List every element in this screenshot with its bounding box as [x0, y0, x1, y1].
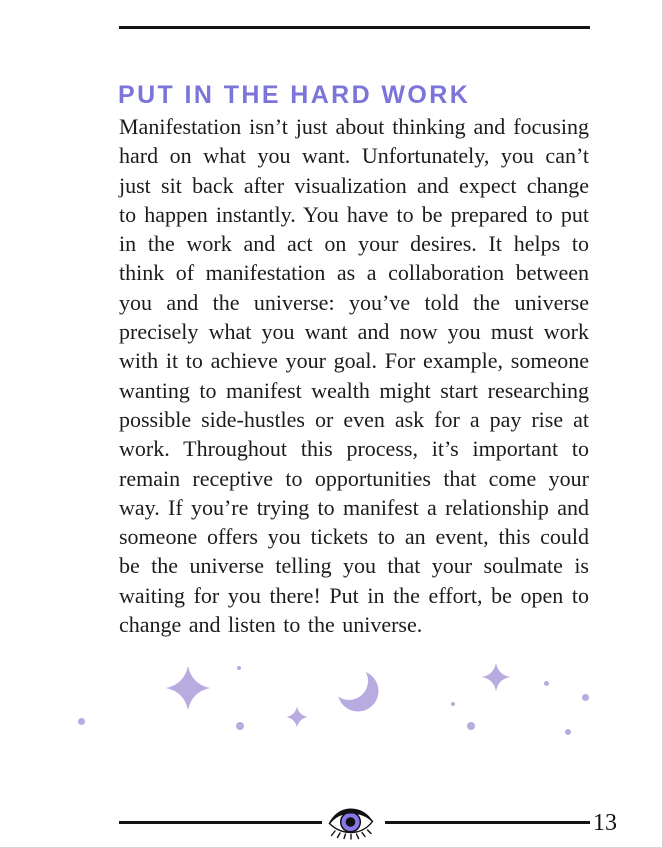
dot-icon: [78, 718, 85, 725]
sparkle-icon: [481, 662, 511, 692]
top-rule: [119, 26, 590, 29]
body-paragraph: Manifestation isn’t just about thinking and focusing hard on what you want. Unfortunately, you can’t just sit back after visualization and expect change to happen instantly. You have to be prepared to put in the work and act on your desires. It helps to think of manifestation as a collaboration between you and the universe: you’ve told the universe precisely what you want and now you must work with it to achieve your goal. For example, someone wanting to manifest wealth might start researching possible side-hustles or even ask for a pay rise at work. Throughout this process, it’s important to remain receptive to opportunities that come your way. If you’re trying to manifest a relationship and someone offers you tickets to an event, this could be the universe telling you that your soulmate is waiting for you there! Put in the effort, be open to change and listen to the universe.: [119, 114, 589, 638]
sparkle-icon: [286, 706, 308, 728]
page-number: 13: [593, 810, 617, 836]
crescent-moon-icon: [335, 668, 379, 712]
footer-rule-left: [119, 821, 322, 824]
sparkle-icon: [165, 665, 211, 711]
footer-rule-right: [385, 821, 590, 824]
eye-icon: [327, 804, 375, 842]
section-heading: PUT IN THE HARD WORK: [118, 81, 471, 109]
dot-icon: [565, 729, 571, 735]
dot-icon: [582, 694, 589, 701]
dot-icon: [544, 681, 549, 686]
dot-icon: [451, 702, 455, 706]
dot-icon: [237, 666, 241, 670]
dot-icon: [467, 722, 475, 730]
dot-icon: [236, 722, 244, 730]
